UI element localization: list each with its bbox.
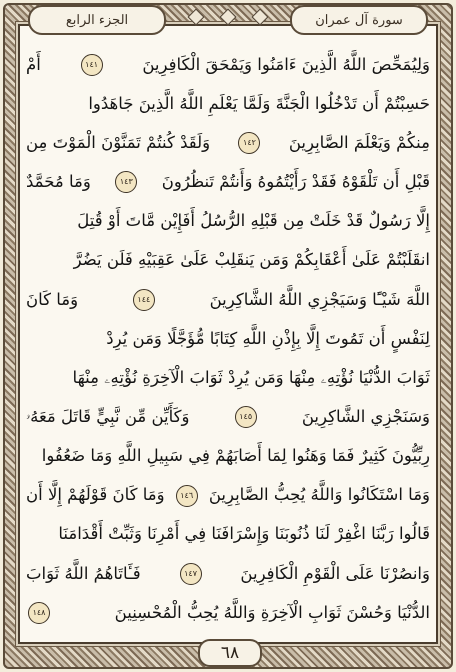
page-number-cartouche <box>198 639 262 667</box>
text-line <box>22 359 434 397</box>
verse-text: رِبِّيُّونَ كَثِيرٌ فَمَا وَهَنُوا لِمَا أَصَابَهُمْ فِي سَبِيلِ اللَّهِ وَمَا ضَعُفُوا <box>41 446 430 466</box>
verse-text: قَالُوا رَبَّنَا اغْفِرْ لَنَا ذُنُوبَنَا وَإِسْرَافَنَا فِي أَمْرِنَا وَثَبِّتْ أَقْدَامَنَا <box>58 524 430 544</box>
verse-text: وَكَأَيِّن مِّن نَّبِيٍّ قَاتَلَ مَعَهُۥ <box>26 407 190 427</box>
verse-text: مِنكُمْ وَيَعْلَمَ الصَّابِرِينَ <box>288 133 430 153</box>
text-line <box>22 594 434 632</box>
ayah-number-marker: ١٤١ <box>81 54 103 76</box>
header-ornament <box>190 8 266 26</box>
ayah-number-marker: ١٤٦ <box>176 485 198 507</box>
ayah-number-marker: ١٤٢ <box>238 132 260 154</box>
text-line <box>22 203 434 241</box>
ayah-number-marker: ١٤٥ <box>235 406 257 428</box>
verse-text: وَلَقَدْ كُنتُمْ تَمَنَّوْنَ الْمَوْتَ مِن <box>26 133 211 153</box>
text-line <box>22 85 434 123</box>
verse-text: ثَوَابَ الدُّنْيَا نُؤْتِهِۦ مِنْهَا وَمَن يُرِدْ ثَوَابَ الْآخِرَةِ نُؤْتِهِۦ مِنْهَا <box>72 367 430 387</box>
verse-text: إِلَّا رَسُولٌ قَدْ خَلَتْ مِن قَبْلِهِ الرُّسُلُ أَفَإِيْن مَّاتَ أَوْ قُتِلَ <box>77 211 430 231</box>
surah-label: سورة آل عمران <box>315 12 403 28</box>
text-line <box>22 281 434 319</box>
verse-text: انقَلَبْتُمْ عَلَىٰ أَعْقَابِكُمْ وَمَن يَنقَلِبْ عَلَىٰ عَقِبَيْهِ فَلَن يَضُرَّ <box>73 250 430 270</box>
ayah-number-marker: ١٤٧ <box>180 563 202 585</box>
ayah-number-marker: ١٤٨ <box>28 602 50 624</box>
verse-text: وَلِيُمَحِّصَ اللَّهُ الَّذِينَ ءَامَنُوا وَيَمْحَقَ الْكَافِرِينَ <box>142 54 430 74</box>
juz-label: الجزء الرابع <box>65 12 129 28</box>
verse-text: لِنَفْسٍ أَن تَمُوتَ إِلَّا بِإِذْنِ اللَّهِ كِتَابًا مُّؤَجَّلًا وَمَن يُرِدْ <box>106 328 430 348</box>
diamond-ornament-icon <box>252 9 269 26</box>
diamond-ornament-icon <box>220 9 237 26</box>
juz-name-cartouche <box>28 5 166 35</box>
text-line <box>22 124 434 162</box>
text-line <box>22 516 434 554</box>
text-line <box>22 555 434 593</box>
text-line <box>22 398 434 436</box>
quran-text <box>22 40 434 638</box>
verse-text: وَمَا كَانَ <box>26 289 79 309</box>
verse-text: وَانصُرْنَا عَلَى الْقَوْمِ الْكَافِرِينَ <box>240 563 430 583</box>
diamond-ornament-icon <box>188 9 205 26</box>
verse-text: الدُّنْيَا وَحُسْنَ ثَوَابِ الْآخِرَةِ وَاللَّهُ يُحِبُّ الْمُحْسِنِينَ <box>114 602 430 622</box>
text-line <box>22 320 434 358</box>
verse-text: وَمَا مُحَمَّدٌ <box>26 172 91 192</box>
text-line <box>22 163 434 201</box>
verse-text: أَمْ <box>26 54 41 74</box>
ayah-number-marker: ١٤٣ <box>115 171 137 193</box>
verse-text: وَسَنَجْزِي الشَّاكِرِينَ <box>301 407 430 427</box>
text-line <box>22 46 434 84</box>
page-number: ٦٨ <box>220 643 240 663</box>
text-line <box>22 477 434 515</box>
verse-text: وَمَا اسْتَكَانُوا وَاللَّهُ يُحِبُّ الصَّابِرِينَ <box>208 485 430 505</box>
verse-text: اللَّهَ شَيْـًٔا وَسَيَجْزِي اللَّهُ الشَّاكِرِينَ <box>209 289 430 309</box>
verse-text: فَـَٔاتَاهُمُ اللَّهُ ثَوَابَ <box>26 563 141 583</box>
verse-text: قَبْلِ أَن تَلْقَوْهُ فَقَدْ رَأَيْتُمُوهُ وَأَنتُمْ تَنظُرُونَ <box>161 172 430 192</box>
verse-text: وَمَا كَانَ قَوْلَهُمْ إِلَّا أَن <box>26 485 165 505</box>
ayah-number-marker: ١٤٤ <box>133 289 155 311</box>
surah-name-cartouche <box>290 5 428 35</box>
text-line <box>22 437 434 475</box>
text-line <box>22 242 434 280</box>
verse-text: حَسِبْتُمْ أَن تَدْخُلُوا الْجَنَّةَ وَلَمَّا يَعْلَمِ اللَّهُ الَّذِينَ جَاهَدُوا <box>88 93 430 113</box>
